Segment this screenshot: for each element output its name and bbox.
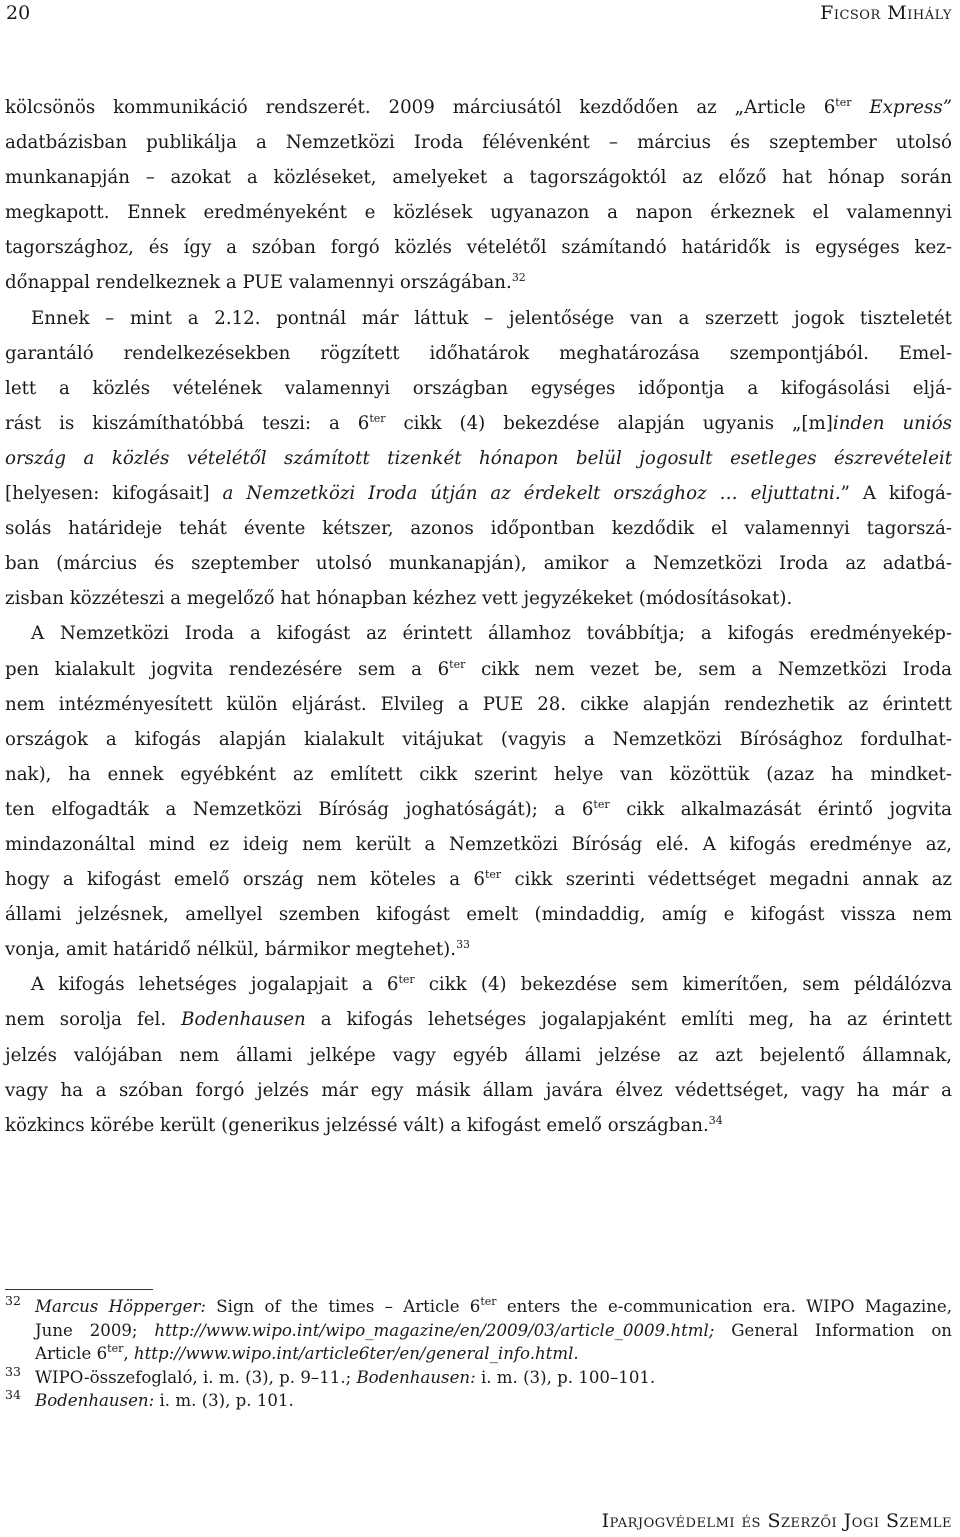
running-head-author: Ficsor Mihály xyxy=(820,2,952,24)
text-line: adatbázisban publikálja a Nemzetközi Iroda félévenként – március és szeptember utolsó xyxy=(5,132,952,154)
text-line: pen kialakult jogvita rendezésére sem a $6^{ter}$ cikk nem vezet be, sem a Nemzetközi Iroda xyxy=(5,657,952,680)
footnote-32: 32 Marcus Höpperger: Sign of the times – Article $6^{ter}$ enters the e-communication era. WIPO Magazine, June 2009; http://www.wipo.int/wipo_magazine/en/2009/03/article_0009.html; General Information on Article $6^{ter}$, http://www.wipo.int/article6ter/en/general_info.html. xyxy=(5,1295,952,1366)
text-line: jelzés valójában nem állami jelképe vagy egyéb állami jelzése az azt bejelentő államnak, xyxy=(5,1044,952,1066)
text-line: dőnappal rendelkeznek a PUE valamennyi országában.$^{32}$ xyxy=(5,271,526,294)
footnotes xyxy=(5,1295,952,1413)
footnote-ref: 33 xyxy=(456,938,471,952)
footnote-number: 32 xyxy=(5,1293,21,1308)
running-foot-journal: Iparjogvédelmi és Szerzői Jogi Szemle xyxy=(601,1510,952,1532)
text-line: ország a közlés vételétől számított tizenkét hónapon belül jogosult esetleges észrevételeit xyxy=(5,447,952,469)
footnote-ref: 32 xyxy=(511,271,526,285)
text-line: A Nemzetközi Iroda a kifogást az érintett államhoz továbbítja; a kifogás eredményekép- xyxy=(31,623,952,645)
url-link[interactable]: http://www.wipo.int/wipo_magazine/en/2009/03/article_0009.html; xyxy=(154,1320,715,1340)
footnote-number: 33 xyxy=(5,1363,21,1379)
text-line: lett a közlés vételének valamennyi országban egységes időpontja a kifogásolási eljá- xyxy=(5,377,952,399)
text-line: hogy a kifogást emelő ország nem köteles a $6^{ter}$ cikk szerinti védettséget megadni annak az xyxy=(5,868,953,891)
text-line: [helyesen: kifogásait] a Nemzetközi Iroda útján az érdekelt országhoz … eljuttatni.” A kifogá- xyxy=(5,483,952,505)
footnote-number: 34 xyxy=(5,1387,21,1403)
text-line: országok a kifogás alapján kialakult vitájukat (vagyis a Nemzetközi Bírósághoz fordulhat- xyxy=(5,728,952,750)
footnote-34: 34 Bodenhausen: i. m. (3), p. 101. xyxy=(5,1389,952,1413)
text-line: vagy ha a szóban forgó jelzés már egy másik állam javára élvez védettséget, vagy ha már a xyxy=(5,1079,952,1101)
text-line: munkanapján – azokat a közléseket, amelyeket a tagországoktól az előző hat hónap során xyxy=(5,167,952,189)
body-text xyxy=(5,90,952,1143)
page-number: 20 xyxy=(6,2,31,24)
text-line: állami jelzésnek, amellyel szemben kifogást emelt (mindaddig, amíg e kifogást vissza nem xyxy=(5,904,952,926)
text-line: nem intézményesített külön eljárást. Elvileg a PUE 28. cikke alapján rendezhetik az érintett xyxy=(5,693,952,715)
text-line: tagországhoz, és így a szóban forgó közlés vételétől számítandó határidők is egységes kez- xyxy=(5,237,952,259)
text-line: mindazonáltal mind ez ideig nem került a Nemzetközi Bíróság elé. A kifogás eredménye az, xyxy=(5,833,952,855)
footnote-33: 33 WIPO-összefoglaló, i. m. (3), p. 9–11.; Bodenhausen: i. m. (3), p. 100–101. xyxy=(5,1366,952,1390)
text-line: garantáló rendelkezésekben rögzített időhatárok meghatározása szempontjából. Emel- xyxy=(5,342,952,364)
text-line: ten elfogadták a Nemzetközi Bíróság joghatóságát); a $6^{ter}$ cikk alkalmazását érintő jogvita xyxy=(5,797,952,820)
footnote-separator xyxy=(5,1289,153,1290)
text-line: nem sorolja fel. Bodenhausen a kifogás lehetséges jogalapjaként említi meg, ha az érintett xyxy=(5,1009,952,1031)
text-line: megkapott. Ennek eredményeként e közlések ugyanazon a napon érkeznek el valamennyi xyxy=(5,202,952,224)
text-line: rást is kiszámíthatóbbá teszi: a $6^{ter}$ cikk (4) bekezdése alapján ugyanis „[m]inden uniós xyxy=(5,411,953,434)
text-line: solás határideje tehát évente kétszer, azonos időpontban kezdődik el valamennyi tagorszá- xyxy=(5,518,952,540)
text-line: kölcsönös kommunikáció rendszerét. 2009 márciusától kezdődően az „Article $6^{ter}$ Express” xyxy=(5,96,952,118)
text-line: A kifogás lehetséges jogalapjait a $6^{ter}$ cikk (4) bekezdése sem kimerítően, sem példálózva xyxy=(31,973,952,996)
url-link[interactable]: http://www.wipo.int/article6ter/en/general_info.html. xyxy=(133,1344,579,1364)
text-line: nak), ha ennek egyébként az említett cikk szerint helye van közöttük (azaz ha mindket- xyxy=(5,763,952,785)
footnote-ref: 34 xyxy=(708,1113,723,1127)
text-line: közkincs körébe került (generikus jelzéssé vált) a kifogást emelő országban.$^{34}$ xyxy=(5,1113,723,1136)
text-line: Ennek – mint a 2.12. pontnál már láttuk – jelentősége van a szerzett jogok tiszteletét xyxy=(31,307,952,329)
text-line: vonja, amit határidő nélkül, bármikor megtehet).$^{33}$ xyxy=(5,938,471,961)
text-line: ban (március és szeptember utolsó munkanapján), amikor a Nemzetközi Iroda az adatbá- xyxy=(5,553,952,575)
text-line: zisban közzéteszi a megelőző hat hónapban kézhez vett jegyzékeket (módosításokat). xyxy=(5,588,793,610)
